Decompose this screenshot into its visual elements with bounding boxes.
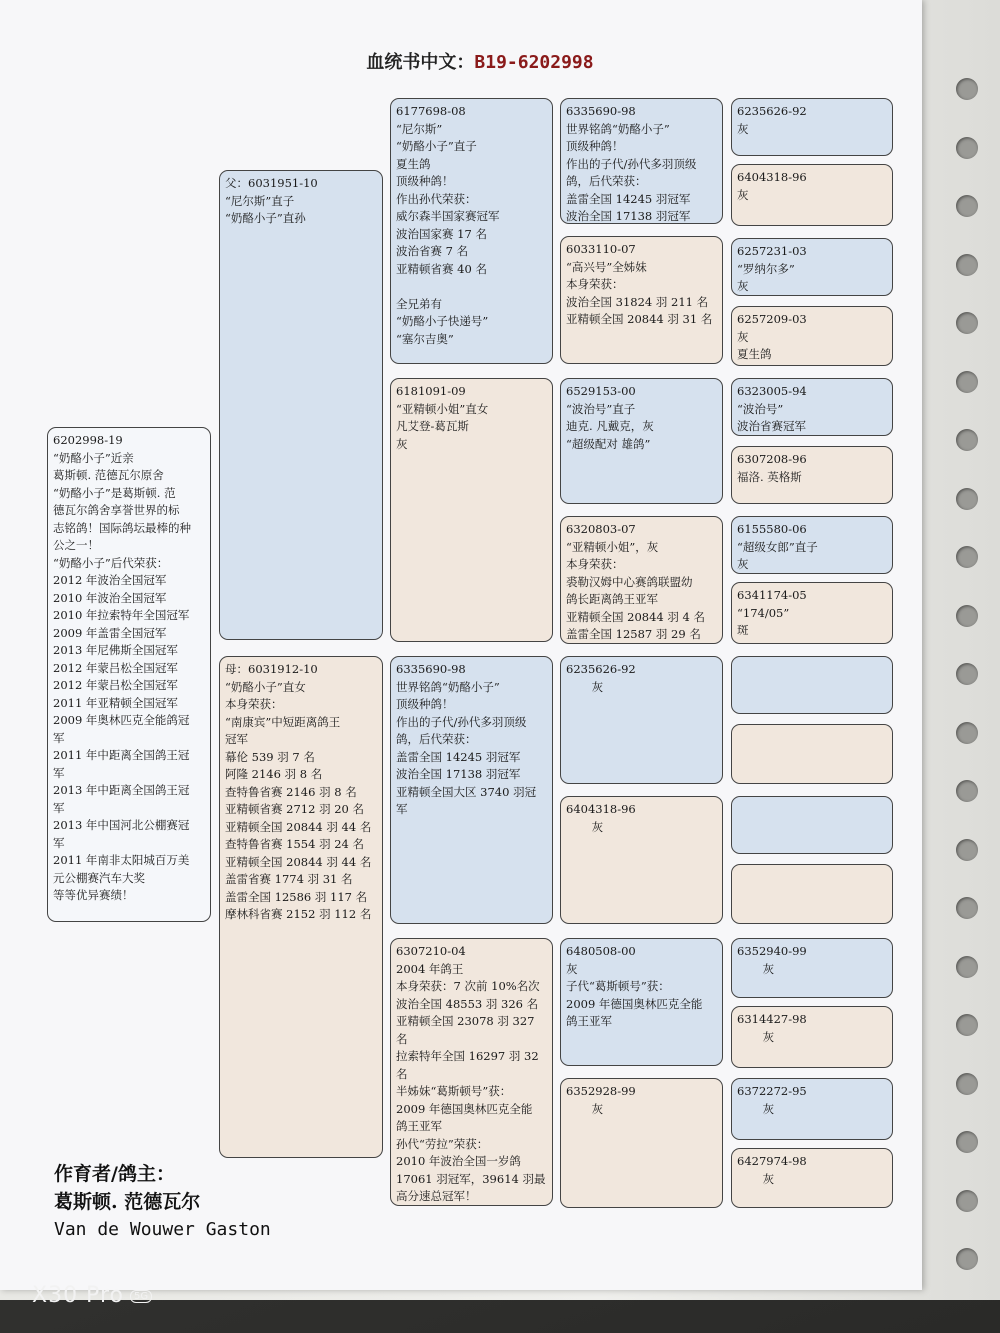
box-line: 2011 年中距离全国鸽王冠: [53, 748, 190, 762]
box-line: 作出孙代荣获：: [396, 191, 477, 206]
box-line: 2012 年蒙吕松全国冠军: [53, 660, 178, 675]
box-line: 盖雷全国 14245 羽冠军: [566, 191, 691, 206]
box-line: 6257209-03: [737, 312, 807, 326]
box-line: “尼尔斯”: [396, 121, 443, 136]
box-line: 德瓦尔鸽舍享誉世界的标: [53, 503, 180, 517]
box-line: 斑: [737, 623, 749, 637]
box-line: 灰: [566, 819, 604, 834]
box-line: 本身荣获：: [225, 697, 283, 711]
gen4-box-14: [731, 1006, 893, 1068]
binder-hole: [956, 722, 978, 744]
box-line: 军: [53, 730, 65, 745]
box-line: 6323005-94: [737, 384, 807, 398]
box-line: 名: [396, 1031, 408, 1046]
dam-dam-box: [390, 938, 553, 1206]
box-line: 灰: [737, 1101, 775, 1116]
box-line: 2009 年盖雷全国冠军: [53, 625, 167, 640]
owner-name-cn: 葛斯顿. 范德瓦尔: [54, 1191, 201, 1213]
gen3-box-8: [560, 1078, 723, 1208]
box-line: 2009 年德国奥林匹克全能: [396, 1101, 533, 1116]
box-line: 本身荣获：: [566, 277, 624, 291]
gen4-box-7: [731, 516, 893, 574]
gen3-box-6: [560, 796, 723, 924]
gen3-box-2: [560, 236, 723, 364]
binder-hole: [956, 839, 978, 861]
sire-box: [219, 170, 383, 640]
box-line: 灰: [566, 679, 604, 694]
box-line: “奶酪小子快递号”: [396, 314, 489, 328]
box-line: “奶酪小子”直孙: [225, 211, 306, 225]
box-line: 世界铭鸽“奶酪小子”: [566, 121, 670, 136]
binder-hole: [956, 956, 978, 978]
gen3-box-4: [560, 516, 723, 644]
binder-hole: [956, 1248, 978, 1270]
box-line: 灰: [737, 557, 749, 571]
box-line: “亚精顿小姐”，灰: [566, 539, 659, 554]
box-line: 母：6031912-10: [225, 662, 318, 676]
box-line: 波治省赛 7 名: [396, 244, 469, 258]
box-line: 亚精顿全国 20844 羽 4 名: [566, 609, 706, 624]
box-line: 阿隆 2146 羽 8 名: [225, 767, 323, 781]
box-line: “奶酪小子”直子: [396, 139, 477, 153]
box-line: 17061 羽冠军，39614 羽最: [396, 1171, 546, 1186]
box-line: 父：6031951-10: [225, 176, 318, 190]
box-line: 6307208-96: [737, 452, 807, 466]
box-line: 2012 年波治全国冠军: [53, 573, 167, 587]
box-line: “波治号”直子: [566, 401, 636, 416]
box-line: 6372272-95: [737, 1084, 807, 1098]
box-line: “174/05”: [737, 605, 790, 620]
box-line: 灰: [396, 436, 408, 451]
binder-hole: [956, 1014, 978, 1036]
box-line: 波治省赛冠军: [737, 419, 806, 433]
box-line: 2009 年奥林匹克全能鸽冠: [53, 713, 190, 727]
binder-hole: [956, 488, 978, 510]
box-line: 波治全国 17138 羽冠军: [566, 209, 691, 223]
box-line: 作出的子代/孙代多羽顶级: [566, 156, 697, 171]
box-line: 凡艾登-葛瓦斯: [396, 419, 469, 433]
binder-hole: [956, 1073, 978, 1095]
box-line: 名: [396, 1066, 408, 1081]
owner-label: 作育者/鸽主：: [54, 1163, 175, 1185]
box-line: 幕伦 539 羽 7 名: [225, 749, 315, 764]
box-line: “亚精顿小姐”直女: [396, 401, 489, 416]
box-line: 6257231-03: [737, 244, 807, 258]
box-line: 葛斯顿. 范德瓦尔原舍: [53, 468, 164, 482]
box-line: 本身荣获：: [566, 557, 624, 571]
gen4-box-11: [731, 796, 893, 854]
box-line: 鸽，后代荣获：: [396, 732, 477, 746]
box-line: 2010 年拉索特年全国冠军: [53, 608, 190, 622]
camera-badge: 5G: [130, 1290, 152, 1303]
box-line: 2011 年南非太阳城百万美: [53, 853, 190, 867]
box-line: 亚精顿省赛 2712 羽 20 名: [225, 802, 365, 816]
box-line: 冠军: [225, 732, 248, 746]
box-line: 军: [53, 800, 65, 815]
binder-hole: [956, 78, 978, 100]
box-line: 盖雷省赛 1774 羽 31 名: [225, 872, 353, 886]
box-line: 6404318-96: [737, 170, 807, 184]
gen4-box-12: [731, 864, 893, 924]
box-line: 孙代“劳拉”荣获：: [396, 1136, 489, 1151]
box-line: 6320803-07: [566, 522, 636, 536]
binder-hole: [956, 663, 978, 685]
box-line: 2010 年波治全国一岁鸽: [396, 1154, 521, 1168]
gen4-box-4: [731, 306, 893, 366]
box-line: 6427974-98: [737, 1154, 807, 1168]
box-line: 亚精顿全国 20844 羽 44 名: [225, 854, 372, 869]
binder-hole: [956, 546, 978, 568]
gen3-box-5: [560, 656, 723, 784]
gen4-box-16: [731, 1148, 893, 1208]
box-line: 6202998-19: [53, 433, 123, 447]
gen4-box-3: [731, 238, 893, 296]
box-line: 查特鲁省赛 1554 羽 24 名: [225, 837, 365, 851]
sire-sire-box: [390, 98, 553, 364]
camera-brand: X30 Pro: [32, 1283, 124, 1308]
box-line: “奶酪小子”近亲: [53, 450, 134, 465]
box-line: “奶酪小子”直女: [225, 679, 306, 694]
box-line: 灰: [737, 1171, 775, 1186]
gen3-box-7: [560, 938, 723, 1066]
box-line: 顶级种鸽！: [396, 174, 454, 188]
binder-hole: [956, 195, 978, 217]
box-line: 6155580-06: [737, 522, 807, 536]
box-line: 6404318-96: [566, 802, 636, 816]
box-line: 2011 年亚精顿全国冠军: [53, 695, 178, 710]
box-line: 6335690-98: [566, 104, 636, 118]
gen4-box-15: [731, 1078, 893, 1140]
box-line: “罗纳尔多”: [737, 261, 795, 276]
box-line: 鸽王亚军: [396, 1119, 442, 1133]
binder-hole: [956, 429, 978, 451]
gen4-box-6: [731, 446, 893, 504]
box-line: 灰: [737, 961, 775, 976]
box-line: 6307210-04: [396, 944, 466, 958]
box-line: 6352940-99: [737, 944, 807, 958]
box-line: 6177698-08: [396, 104, 466, 118]
binder-hole: [956, 605, 978, 627]
gen3-box-1: [560, 98, 723, 224]
box-line: 世界铭鸽“奶酪小子”: [396, 679, 500, 694]
box-line: “奶酪小子”后代荣获：: [53, 555, 169, 570]
dam-box: [219, 656, 383, 1158]
box-line: 夏生鸽: [737, 347, 772, 361]
box-line: 拉索特年全国 16297 羽 32: [396, 1049, 539, 1063]
box-line: “高兴号”全姊妹: [566, 259, 647, 274]
gen4-box-10: [731, 724, 893, 784]
box-line: 灰: [737, 279, 749, 293]
box-line: 盖雷全国 12587 羽 29 名: [566, 627, 701, 641]
box-line: 2013 年中距离全国鸽王冠: [53, 783, 190, 797]
owner-block: [54, 1160, 271, 1244]
box-line: “超级女郎”直子: [737, 539, 818, 554]
box-line: 志铭鸽！国际鸽坛最棒的种: [53, 520, 191, 535]
box-line: 6480508-00: [566, 944, 636, 958]
gen4-box-13: [731, 938, 893, 998]
box-line: 亚精顿全国大区 3740 羽冠: [396, 784, 537, 799]
box-line: 军: [396, 802, 408, 816]
box-line: 本身荣获：7 次前 10%名次: [396, 979, 540, 993]
binder-hole: [956, 137, 978, 159]
box-line: 灰: [737, 121, 749, 136]
box-line: 威尔森半国家赛冠军: [396, 209, 500, 223]
box-line: 裘勒汉姆中心赛鸽联盟幼: [566, 574, 693, 589]
box-line: 2012 年蒙吕松全国冠军: [53, 678, 178, 692]
gen4-box-1: [731, 98, 893, 156]
box-line: 子代“葛斯顿号”获：: [566, 979, 670, 993]
gen4-box-5: [731, 378, 893, 436]
box-line: 亚精顿全国 20844 羽 44 名: [225, 819, 372, 834]
binder-holes: [948, 0, 988, 1300]
box-line: 军: [53, 765, 65, 780]
box-line: 6335690-98: [396, 662, 466, 676]
box-line: 亚精顿省赛 40 名: [396, 261, 487, 276]
gen4-box-8: [731, 582, 893, 644]
box-line: “南康宾”中短距离鸽王: [225, 714, 341, 729]
box-line: “塞尔吉奥”: [396, 331, 454, 346]
box-line: 全兄弟有: [396, 296, 442, 311]
box-line: 2013 年尼佛斯全国冠军: [53, 643, 178, 657]
binder-hole: [956, 371, 978, 393]
box-line: 2004 年鸽王: [396, 961, 464, 976]
box-line: [396, 278, 547, 296]
box-line: 等等优异赛绩！: [53, 888, 134, 902]
box-line: 夏生鸽: [396, 156, 431, 171]
box-line: 盖雷全国 12586 羽 117 名: [225, 889, 368, 904]
box-line: 波治全国 48553 羽 326 名: [396, 996, 539, 1011]
binder-hole: [956, 312, 978, 334]
ring-code: B19-6202998: [474, 52, 594, 73]
box-line: 波治国家赛 17 名: [396, 226, 487, 241]
page-title: [0, 48, 960, 74]
box-line: 鸽，后代荣获：: [566, 174, 647, 188]
box-line: 2009 年德国奥林匹克全能: [566, 996, 703, 1011]
box-line: “尼尔斯”直子: [225, 193, 295, 208]
box-line: 盖雷全国 14245 羽冠军: [396, 749, 521, 764]
camera-watermark: [32, 1283, 152, 1308]
box-line: 作出的子代/孙代多羽顶级: [396, 714, 527, 729]
box-line: 迪克. 凡戴克，灰: [566, 419, 654, 433]
box-line: 顶级种鸽！: [566, 139, 624, 153]
box-line: 高分速总冠军！: [396, 1189, 477, 1203]
box-line: 福洛. 英格斯: [737, 469, 802, 484]
box-line: 6341174-05: [737, 588, 807, 602]
box-line: 元公棚赛汽车大奖: [53, 870, 145, 885]
binder-hole: [956, 897, 978, 919]
box-line: 摩林科省赛 2152 羽 112 名: [225, 907, 372, 921]
box-line: 灰: [566, 1101, 604, 1116]
box-line: 亚精顿全国 23078 羽 327: [396, 1014, 535, 1028]
box-line: 2013 年中国河北公棚赛冠: [53, 818, 190, 832]
box-line: 6314427-98: [737, 1012, 807, 1026]
box-line: “奶酪小子”是葛斯顿. 范: [53, 485, 176, 500]
dam-sire-box: [390, 656, 553, 924]
sire-dam-box: [390, 378, 553, 642]
box-line: 波治全国 31824 羽 211 名: [566, 294, 709, 309]
box-line: 6235626-92: [566, 662, 636, 676]
binder-hole: [956, 1190, 978, 1212]
box-line: 灰: [566, 961, 578, 976]
box-line: 6352928-99: [566, 1084, 636, 1098]
box-line: 公之一！: [53, 538, 99, 552]
box-line: 亚精顿全国 20844 羽 31 名: [566, 312, 713, 326]
box-line: 灰: [737, 1029, 775, 1044]
gen3-box-3: [560, 378, 723, 504]
box-line: 6181091-09: [396, 384, 466, 398]
box-line: 查特鲁省赛 2146 羽 8 名: [225, 784, 357, 799]
box-line: 6529153-00: [566, 384, 636, 398]
subject-box: [47, 427, 211, 922]
box-line: 顶级种鸽！: [396, 697, 454, 711]
box-line: 鸽长距离鸽王亚军: [566, 592, 658, 606]
title-label: 血统书中文：: [366, 52, 475, 73]
box-line: 军: [53, 835, 65, 850]
box-line: 灰: [737, 329, 749, 344]
binder-hole: [956, 254, 978, 276]
box-line: “超级配对 雄鸽”: [566, 436, 651, 451]
box-line: 鸽王亚军: [566, 1014, 612, 1028]
gen4-box-9: [731, 656, 893, 714]
binder-hole: [956, 1131, 978, 1153]
gen4-box-2: [731, 164, 893, 226]
box-line: 半姊妹“葛斯顿号”获：: [396, 1084, 512, 1098]
box-line: “波治号”: [737, 401, 784, 416]
box-line: 灰: [737, 187, 749, 202]
box-line: 6235626-92: [737, 104, 807, 118]
binder-hole: [956, 780, 978, 802]
box-line: 2010 年波治全国冠军: [53, 590, 167, 605]
box-line: 波治全国 17138 羽冠军: [396, 767, 521, 781]
box-line: 6033110-07: [566, 242, 636, 256]
owner-name-en: Van de Wouwer Gaston: [54, 1219, 271, 1240]
